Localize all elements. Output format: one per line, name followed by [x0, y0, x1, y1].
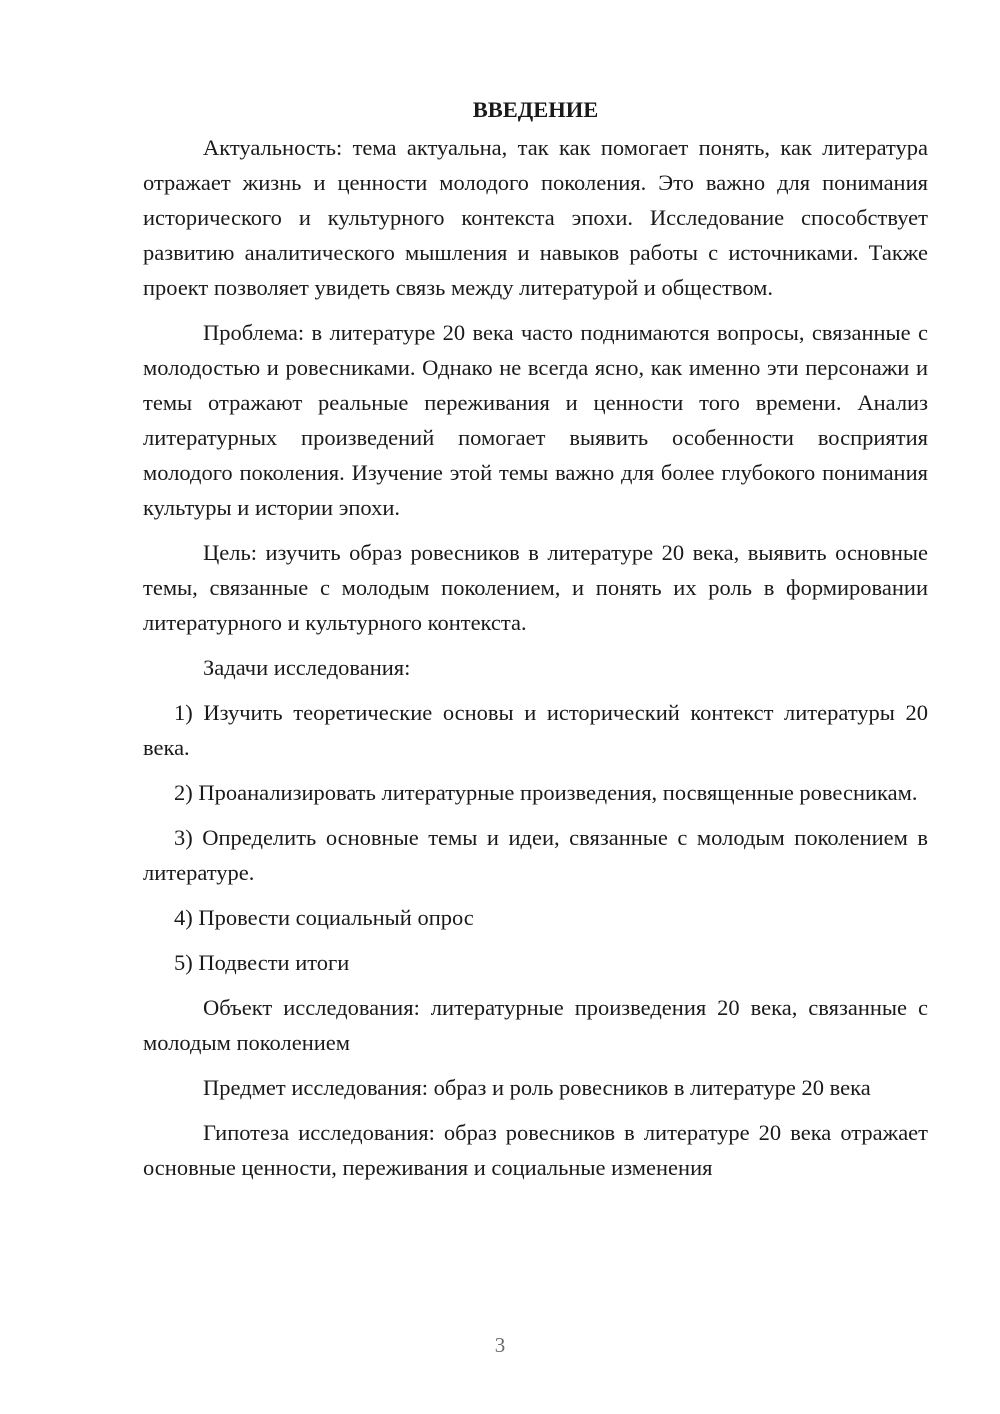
- task-item: 5) Подвести итоги: [174, 950, 350, 975]
- task-item: 4) Провести социальный опрос: [174, 905, 474, 930]
- problem-paragraph: Проблема: в литературе 20 века часто поднимаются вопросы, связанные с молодостью и ровесниками. Однако не всегда ясно, как именно эти персонажи и темы отражают реальные переживания и ценности того времени. Анализ литературных произведений помогает выявить особенности восприятия молодого поколения. Изучение этой темы важно для более глубокого понимания культуры и истории эпохи.: [143, 320, 928, 520]
- goal-paragraph: Цель: изучить образ ровесников в литературе 20 века, выявить основные темы, связанные с молодым поколением, и понять их роль в формировании литературного и культурного контекста.: [143, 540, 928, 635]
- page-content: [143, 92, 928, 1195]
- hypothesis-paragraph: Гипотеза исследования: образ ровесников в литературе 20 века отражает основные ценности, переживания и социальные изменения: [143, 1120, 928, 1180]
- tasks-title: Задачи исследования:: [203, 655, 411, 680]
- object-paragraph: Объект исследования: литературные произведения 20 века, связанные с молодым поколением: [143, 995, 928, 1055]
- relevance-paragraph: Актуальность: тема актуальна, так как помогает понять, как литература отражает жизнь и ценности молодого поколения. Это важно для понимания исторического и культурного контекста эпохи. Исследование способствует развитию аналитического мышления и навыков работы с источниками. Также проект позволяет увидеть связь между литературой и обществом.: [143, 135, 928, 300]
- page-number: 3: [494, 1333, 506, 1357]
- task-item: 3) Определить основные темы и идеи, связанные с молодым поколением в литературе.: [143, 825, 928, 885]
- subject-paragraph: Предмет исследования: образ и роль ровесников в литературе 20 века: [203, 1075, 871, 1100]
- task-item: 1) Изучить теоретические основы и исторический контекст литературы 20 века.: [143, 700, 928, 760]
- section-heading: ВВЕДЕНИЕ: [472, 97, 599, 122]
- task-item: 2) Проанализировать литературные произведения, посвященные ровесникам.: [174, 780, 918, 805]
